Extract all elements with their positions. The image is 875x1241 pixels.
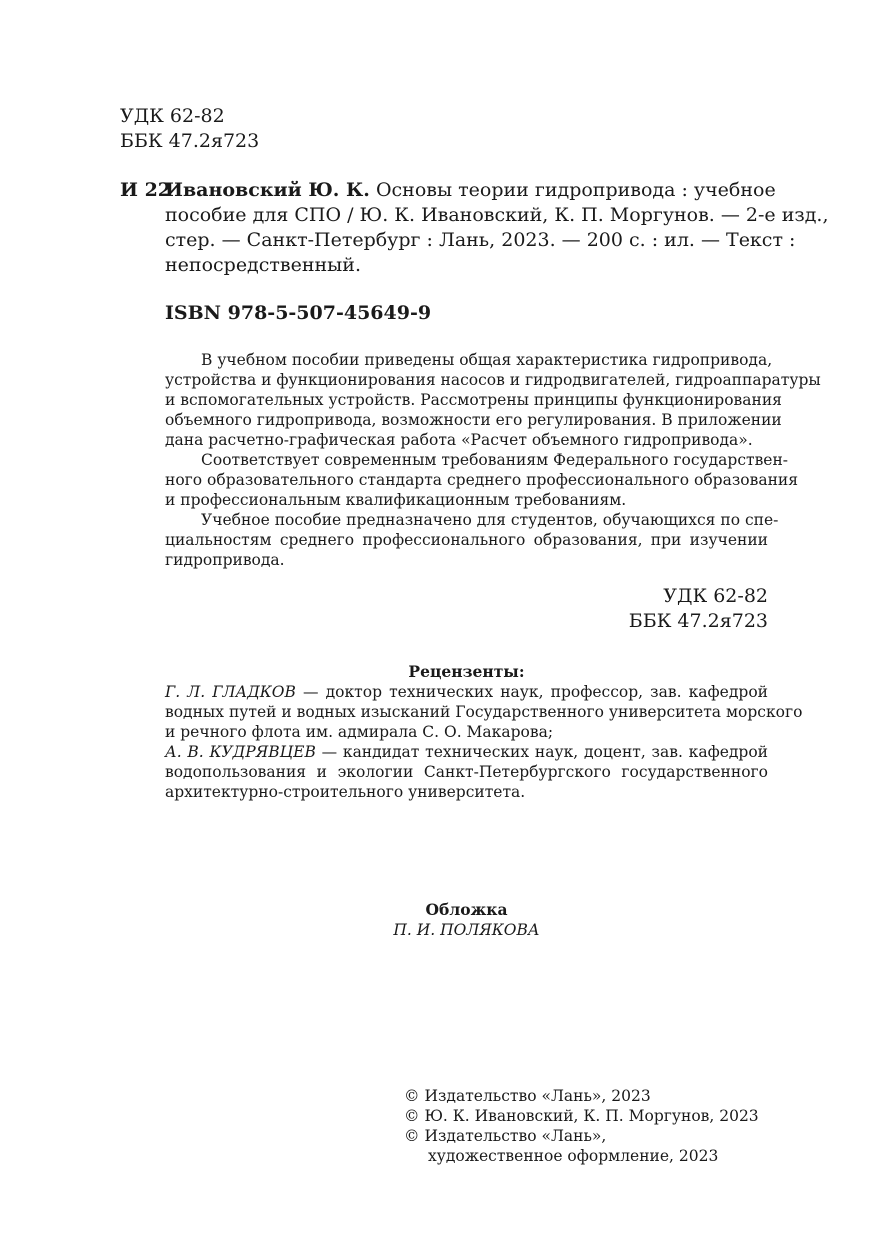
reviewer-name: Г. Л. ГЛАДКОВ <box>165 683 296 701</box>
catalog-line-4: непосредственный. <box>165 254 362 276</box>
reviewer-line: А. В. КУДРЯВЦЕВ — кандидат технических наук, доцент, зав. кафедрой <box>165 743 769 761</box>
classification-right <box>565 584 768 634</box>
cover-heading: Обложка <box>425 900 508 919</box>
cover-credit <box>165 900 768 940</box>
udk-code: УДК 62-82 <box>120 105 225 127</box>
reviewer-line: и речного флота им. адмирала С. О. Макарова; <box>165 723 554 741</box>
bbk-code: ББК 47.2я723 <box>120 130 260 152</box>
copyright-icon: © <box>404 1127 420 1145</box>
annotation <box>165 350 821 570</box>
annotation-line: и вспомогательных устройств. Рассмотрены принципы функционирования <box>165 391 782 409</box>
annotation-line: устройства и функционирования насосов и гидродвигателей, гидроаппаратуры <box>165 371 821 389</box>
catalog-entry <box>165 178 829 278</box>
annotation-line: объемного гидропривода, возможности его регулирования. В приложении <box>165 411 782 429</box>
copyright-block <box>404 1086 759 1166</box>
reviewer-line: водопользования и экологии Санкт-Петербургского государственного <box>165 763 768 781</box>
copyright-line: © Ю. К. Ивановский, К. П. Моргунов, 2023 <box>404 1107 759 1125</box>
copyright-line: © Издательство «Лань», 2023 <box>404 1087 651 1105</box>
author-sign: И 22 <box>120 179 172 201</box>
annotation-line: В учебном пособии приведены общая характеристика гидропривода, <box>201 351 773 369</box>
catalog-line-1 <box>165 178 776 203</box>
reviewer-line: Г. Л. ГЛАДКОВ — доктор технических наук, профессор, зав. кафедрой <box>165 683 768 701</box>
reviewer-name: А. В. КУДРЯВЦЕВ <box>165 743 316 761</box>
reviewer-line: водных путей и водных изысканий Государственного университета морского <box>165 703 803 721</box>
reviewers-heading: Рецензенты: <box>408 662 525 681</box>
annotation-line: гидропривода. <box>165 551 285 569</box>
annotation-line: Соответствует современным требованиям Федерального государствен- <box>201 451 789 469</box>
annotation-line: ного образовательного стандарта среднего профессионального образования <box>165 471 799 489</box>
copyright-icon: © <box>404 1107 420 1125</box>
copyright-line: © Издательство «Лань», <box>404 1127 607 1145</box>
classification-top <box>120 104 259 154</box>
cover-designer: П. И. ПОЛЯКОВА <box>393 921 540 939</box>
annotation-line: дана расчетно-графическая работа «Расчет объемного гидропривода». <box>165 431 753 449</box>
bbk-code: ББК 47.2я723 <box>628 610 768 632</box>
annotation-line: Учебное пособие предназначено для студентов, обучающихся по спе- <box>201 511 779 529</box>
book-title: Основы теории гидропривода : учебное <box>375 179 776 201</box>
copyright-icon: © <box>404 1087 420 1105</box>
reviewers <box>165 662 803 802</box>
udk-code: УДК 62-82 <box>663 585 768 607</box>
reviewer-line: архитектурно-строительного университета. <box>165 783 526 801</box>
annotation-line: циальностям среднего профессионального образования, при изучении <box>165 531 768 549</box>
annotation-line: и профессиональным квалификационным требованиям. <box>165 491 627 509</box>
copyright-line: художественное оформление, 2023 <box>428 1147 719 1165</box>
author-name: Ивановский Ю. К. <box>165 179 370 201</box>
catalog-line-2: пособие для СПО / Ю. К. Ивановский, К. П. Моргунов. — 2-е изд., <box>165 204 829 226</box>
catalog-line-3: стер. — Санкт-Петербург : Лань, 2023. — 200 с. : ил. — Текст : <box>165 229 796 251</box>
isbn: ISBN 978-5-507-45649-9 <box>165 302 432 324</box>
